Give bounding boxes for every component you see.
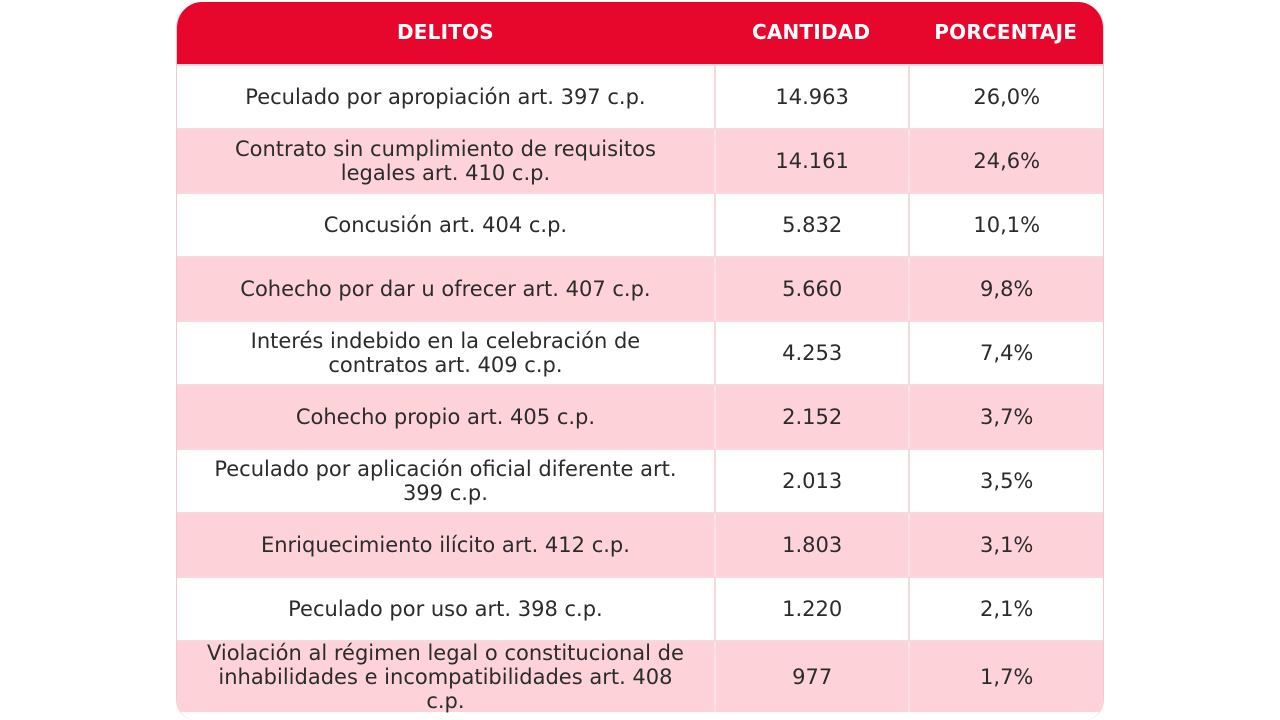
cell-porcentaje: 9,8%: [908, 258, 1103, 320]
cell-cantidad: 5.660: [714, 258, 909, 320]
header-cantidad: CANTIDAD: [752, 20, 871, 44]
table-row: [177, 128, 1103, 192]
table-row: [177, 320, 1103, 384]
cell-delito: Peculado por uso art. 398 c.p.: [288, 597, 603, 621]
cell-cantidad: 2.152: [714, 386, 909, 448]
cell-porcentaje: 3,1%: [908, 514, 1103, 576]
table-row: [177, 384, 1103, 448]
table-header: [177, 2, 1103, 64]
cell-porcentaje: 3,5%: [908, 450, 1103, 512]
cell-cantidad: 1.220: [714, 578, 909, 640]
cell-delito: Peculado por aplicación oficial diferente art. 399 c.p.: [214, 457, 677, 505]
cell-delito: Cohecho propio art. 405 c.p.: [295, 405, 596, 429]
table-row: [177, 512, 1103, 576]
crimes-table: [176, 2, 1104, 720]
cell-delito: Peculado por apropiación art. 397 c.p.: [245, 85, 646, 109]
cell-porcentaje: 26,0%: [908, 66, 1103, 128]
cell-cantidad: 5.832: [714, 194, 909, 256]
cell-cantidad: 977: [714, 642, 909, 712]
table-row: [177, 256, 1103, 320]
cell-porcentaje: 1,7%: [908, 642, 1103, 712]
cell-cantidad: 14.963: [714, 66, 909, 128]
cell-porcentaje: 10,1%: [908, 194, 1103, 256]
cell-porcentaje: 24,6%: [908, 130, 1103, 192]
cell-cantidad: 1.803: [714, 514, 909, 576]
cell-cantidad: 2.013: [714, 450, 909, 512]
cell-delito: Concusión art. 404 c.p.: [323, 213, 568, 237]
cell-delito: Interés indebido en la celebración de contratos art. 409 c.p.: [250, 329, 641, 377]
cell-porcentaje: 7,4%: [908, 322, 1103, 384]
cell-porcentaje: 3,7%: [908, 386, 1103, 448]
header-delitos: DELITOS: [396, 20, 494, 44]
table-body: [177, 64, 1103, 712]
cell-cantidad: 4.253: [714, 322, 909, 384]
cell-delito: Cohecho por dar u ofrecer art. 407 c.p.: [240, 277, 651, 301]
table-row: [177, 192, 1103, 256]
cell-porcentaje: 2,1%: [908, 578, 1103, 640]
cell-delito: Contrato sin cumplimiento de requisitos legales art. 410 c.p.: [234, 137, 656, 185]
table-row: [177, 640, 1103, 712]
cell-delito: Violación al régimen legal o constitucional de inhabilidades e incompatibilidades art. 408 c.p.: [206, 641, 684, 713]
cell-cantidad: 14.161: [714, 130, 909, 192]
cell-delito: Enriquecimiento ilícito art. 412 c.p.: [260, 533, 630, 557]
header-porcentaje: PORCENTAJE: [934, 20, 1078, 44]
table-row: [177, 64, 1103, 128]
table-row: [177, 448, 1103, 512]
table-row: [177, 576, 1103, 640]
